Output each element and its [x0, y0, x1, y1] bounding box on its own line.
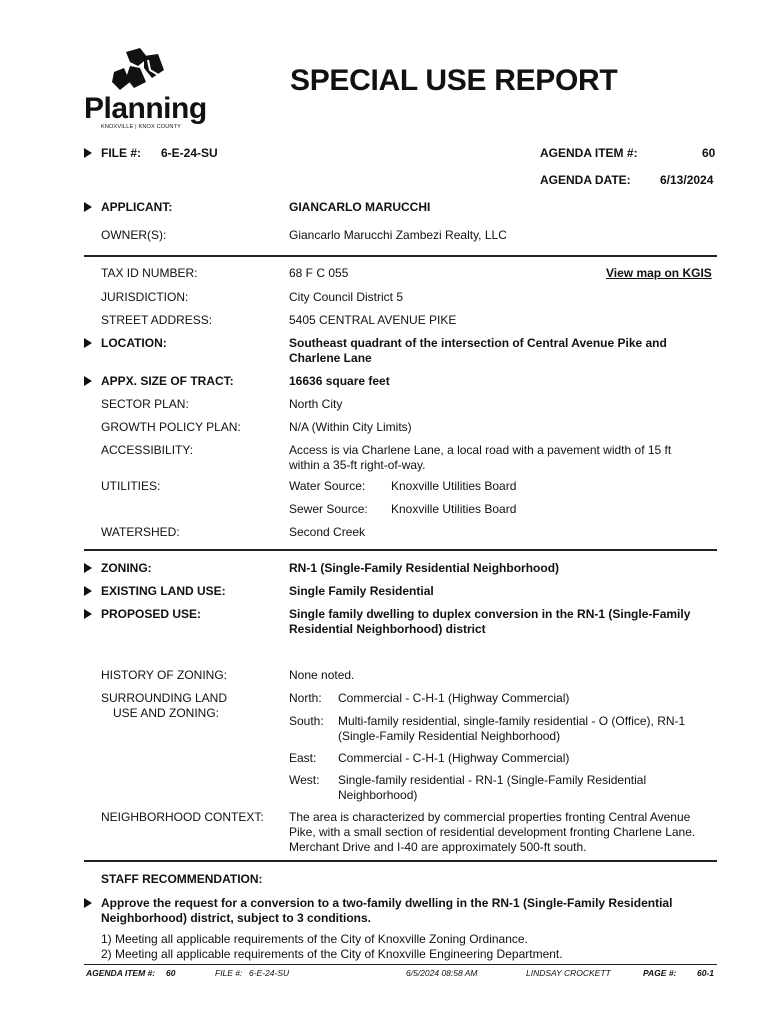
watershed-label: WATERSHED:: [101, 525, 180, 539]
footer-timestamp: 6/5/2024 08:58 AM: [406, 968, 478, 978]
water-source-label: Water Source:: [289, 479, 366, 493]
zoning-label: ZONING:: [101, 561, 152, 575]
applicant-value: GIANCARLO MARUCCHI: [289, 200, 431, 214]
tract-size-value: 16636 square feet: [289, 374, 390, 388]
page-title: SPECIAL USE REPORT: [290, 64, 618, 97]
footer-agenda-label: AGENDA ITEM #:: [86, 968, 156, 978]
history-of-zoning-value: None noted.: [289, 668, 355, 682]
south-value: Multi-family residential, single-family residential - O (Office), RN-1 (Single-Family Residential Neighborhood): [338, 714, 686, 743]
agenda-item-value: 60: [702, 146, 716, 160]
watershed-value: Second Creek: [289, 525, 366, 539]
arrow-marker-icon: [84, 202, 92, 212]
section-divider: [84, 255, 717, 257]
history-of-zoning-label: HISTORY OF ZONING:: [101, 668, 228, 682]
location-label: LOCATION:: [101, 336, 167, 350]
logo-word: Planning: [84, 92, 207, 125]
east-value: Commercial - C-H-1 (Highway Commercial): [338, 751, 570, 765]
arrow-marker-icon: [84, 563, 92, 573]
logo-subtitle: KNOXVILLE | KNOX COUNTY: [101, 124, 181, 130]
sewer-source-label: Sewer Source:: [289, 502, 368, 516]
footer-agenda-value: 60: [166, 968, 176, 978]
surrounding-land-label: SURROUNDING LAND: [101, 691, 228, 705]
growth-policy-value: N/A (Within City Limits): [289, 420, 412, 434]
tract-size-label: APPX. SIZE OF TRACT:: [101, 374, 234, 388]
arrow-marker-icon: [84, 898, 92, 908]
owner-label: OWNER(S):: [101, 228, 167, 242]
footer-page-value: 60-1: [697, 968, 715, 978]
tax-id-value: 68 F C 055: [289, 266, 349, 280]
existing-land-use-value: Single Family Residential: [289, 584, 434, 598]
kgis-map-link[interactable]: View map on KGIS: [606, 266, 712, 280]
file-label: FILE #:: [101, 146, 142, 160]
proposed-use-label: PROPOSED USE:: [101, 607, 202, 621]
north-label: North:: [289, 691, 322, 705]
west-value: Single-family residential - RN-1 (Single-Family Residential Neighborhood): [338, 773, 647, 802]
sector-plan-label: SECTOR PLAN:: [101, 397, 189, 411]
agenda-date-value: 6/13/2024: [660, 173, 714, 187]
location-value: Southeast quadrant of the intersection of Central Avenue Pike and Charlene Lane: [289, 336, 667, 365]
arrow-marker-icon: [84, 148, 92, 158]
footer-page-label: PAGE #:: [643, 968, 677, 978]
applicant-label: APPLICANT:: [101, 200, 173, 214]
arrow-marker-icon: [84, 609, 92, 619]
proposed-use-value: Single family dwelling to duplex conversion in the RN-1 (Single-Family Residential Neighborhood) district: [289, 607, 691, 636]
arrow-marker-icon: [84, 376, 92, 386]
accessibility-label: ACCESSIBILITY:: [101, 443, 194, 457]
footer-file-label: FILE #:: [215, 968, 243, 978]
file-value: 6-E-24-SU: [161, 146, 218, 160]
water-source-value: Knoxville Utilities Board: [391, 479, 517, 493]
sewer-source-value: Knoxville Utilities Board: [391, 502, 517, 516]
zoning-value: RN-1 (Single-Family Residential Neighborhood): [289, 561, 560, 575]
south-label: South:: [289, 714, 324, 728]
arrow-marker-icon: [84, 586, 92, 596]
condition-item: 2) Meeting all applicable requirements of the City of Knoxville Engineering Department.: [101, 947, 563, 961]
section-divider: [84, 549, 717, 551]
arrow-marker-icon: [84, 338, 92, 348]
neighborhood-context-value: The area is characterized by commercial properties fronting Central Avenue Pike, with a small section of residential development fronting Charlene Lane. Merchant Drive and I-40 are approximately 500-ft south.: [289, 810, 696, 854]
neighborhood-context-label: NEIGHBORHOOD CONTEXT:: [101, 810, 264, 824]
surrounding-zoning-label: USE AND ZONING:: [113, 706, 220, 720]
accessibility-value: Access is via Charlene Lane, a local road with a pavement width of 15 ft within a 35-ft right-of-way.: [289, 443, 672, 472]
street-address-value: 5405 CENTRAL AVENUE PIKE: [289, 313, 457, 327]
sector-plan-value: North City: [289, 397, 343, 411]
owner-value: Giancarlo Marucchi Zambezi Realty, LLC: [289, 228, 507, 242]
agenda-item-label: AGENDA ITEM #:: [540, 146, 638, 160]
staff-recommendation-heading: STAFF RECOMMENDATION:: [101, 872, 263, 886]
footer-rule: [84, 964, 717, 965]
section-divider: [84, 860, 717, 862]
street-address-label: STREET ADDRESS:: [101, 313, 213, 327]
condition-item: 1) Meeting all applicable requirements of the City of Knoxville Zoning Ordinance.: [101, 932, 528, 946]
planning-logo: [84, 48, 207, 133]
recommendation-text: Approve the request for a conversion to a two-family dwelling in the RN-1 (Single-Family Residential Neighborhood) district, subject to 3 conditions.: [101, 896, 673, 925]
growth-policy-label: GROWTH POLICY PLAN:: [101, 420, 241, 434]
west-label: West:: [289, 773, 320, 787]
footer-author: LINDSAY CROCKETT: [526, 968, 611, 978]
jurisdiction-label: JURISDICTION:: [101, 290, 189, 304]
utilities-label: UTILITIES:: [101, 479, 161, 493]
jurisdiction-value: City Council District 5: [289, 290, 404, 304]
tax-id-label: TAX ID NUMBER:: [101, 266, 198, 280]
east-label: East:: [289, 751, 317, 765]
north-value: Commercial - C-H-1 (Highway Commercial): [338, 691, 570, 705]
agenda-date-label: AGENDA DATE:: [540, 173, 631, 187]
footer-file-value: 6-E-24-SU: [249, 968, 290, 978]
existing-land-use-label: EXISTING LAND USE:: [101, 584, 226, 598]
planning-logo-icon: [108, 48, 168, 92]
